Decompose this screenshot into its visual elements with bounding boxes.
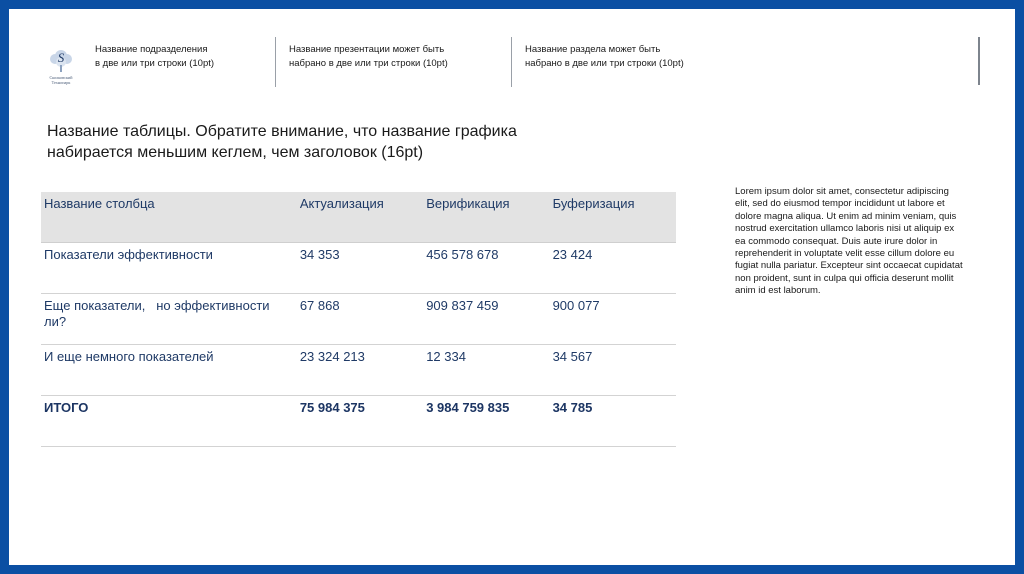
table-row	[41, 345, 676, 396]
table-cell: 34 567	[550, 345, 676, 396]
table-cell: 456 578 678	[423, 243, 549, 294]
total-cell: 34 785	[550, 396, 676, 447]
table-cell: 909 837 459	[423, 294, 549, 345]
table-cell: 900 077	[550, 294, 676, 345]
total-cell: 75 984 375	[297, 396, 423, 447]
tree-logo-icon	[41, 45, 81, 87]
table-cell: 23 424	[550, 243, 676, 294]
row-label: Еще показатели, но эффективности ли?	[41, 294, 297, 345]
column-header: Название столбца	[41, 192, 297, 243]
header-divider	[511, 37, 512, 87]
logo	[41, 45, 81, 87]
header-divider	[978, 37, 980, 85]
table-title: Название таблицы. Обратите внимание, что название графика набирается меньшим кеглем, чем заголовок (16pt)	[47, 123, 517, 161]
column-header: Буферизация	[550, 192, 676, 243]
column-header: Верификация	[423, 192, 549, 243]
table-cell: 34 353	[297, 243, 423, 294]
column-header: Актуализация	[297, 192, 423, 243]
data-table	[41, 192, 676, 447]
row-label: Показатели эффективности	[41, 243, 297, 294]
logo-letter: S	[57, 50, 65, 65]
table-cell: 67 868	[297, 294, 423, 345]
side-text: Lorem ipsum dolor sit amet, consectetur adipiscing elit, sed do eiusmod tempor incididunt ut labore et dolore magna aliqua. Ut enim ad minim veniam, quis nostrud exercitation ullamco laboris nisi ut aliquip ex ea commodo consequat. Duis aute irure dolor in reprehenderit in voluptate velit esse cillum dolore eu fugiat nulla pariatur. Excepteur sint occaecat cupidatat non proident, sunt in culpa qui officia deserunt mollit anim id est laborum.	[735, 186, 963, 297]
table-cell: 23 324 213	[297, 345, 423, 396]
slide	[9, 9, 1015, 565]
table-header-row	[41, 192, 676, 243]
header-presentation: Название презентации может быть набрано в две или три строки (10pt)	[289, 44, 448, 69]
total-label: ИТОГО	[41, 396, 297, 447]
table-row	[41, 243, 676, 294]
logo-line1: Сколковский	[49, 75, 73, 80]
header-section: Название раздела может быть набрано в две или три строки (10pt)	[525, 44, 684, 69]
table-row	[41, 294, 676, 345]
row-label: И еще немного показателей	[41, 345, 297, 396]
table-cell: 12 334	[423, 345, 549, 396]
header-department: Название подразделения в две или три строки (10pt)	[95, 44, 215, 69]
header-divider	[275, 37, 276, 87]
logo-line2: Технопарк	[51, 80, 71, 85]
total-cell: 3 984 759 835	[423, 396, 549, 447]
table-total-row	[41, 396, 676, 447]
